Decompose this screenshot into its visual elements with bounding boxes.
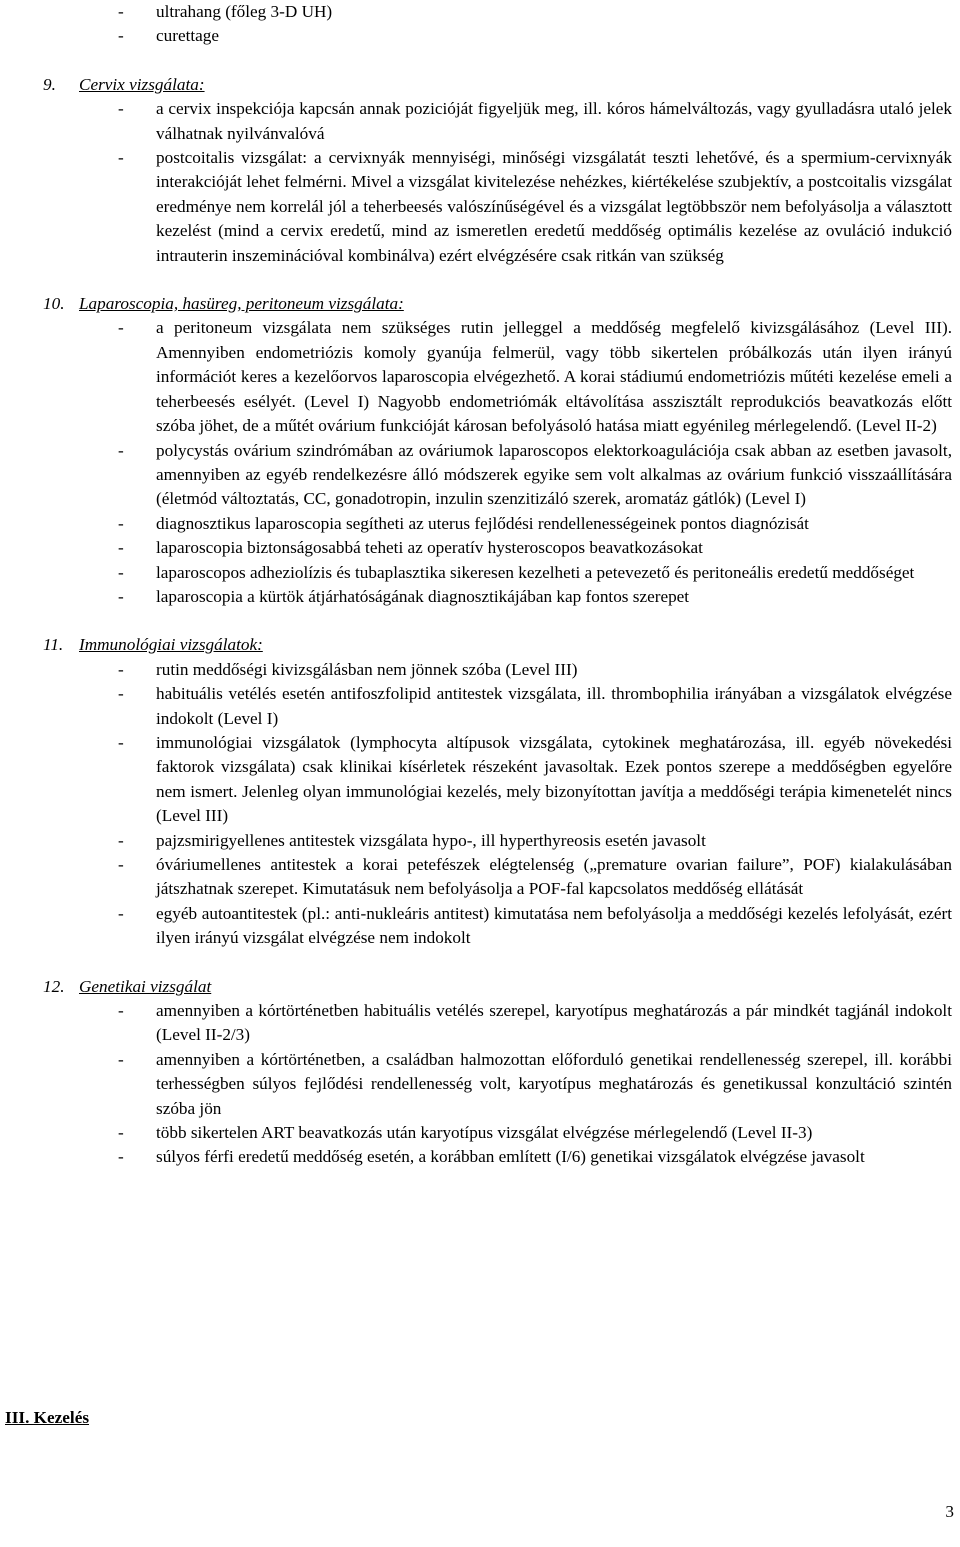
section-immunologiai [0,633,960,950]
list-item [0,658,960,682]
list-dash: - [118,26,124,46]
intro-list [0,0,960,49]
list-item-text: laparoscopia biztonságosabbá teheti az operatív hysteroscopos beavatkozásokat [156,538,703,558]
list-item-text: ultrahang (főleg 3-D UH) [156,2,333,21]
list-item [0,731,960,829]
section-title [0,292,960,316]
list-item-text: több sikertelen ART beavatkozás után karyotípus vizsgálat elvégzése mérlegelendő (Level II-3) [156,1123,813,1143]
list-dash: - [118,732,124,752]
list-item-text: rutin meddőségi kivizsgálásban nem jönnek szóba (Level III) [156,659,578,679]
section-title [0,633,960,657]
list-dash: - [118,903,124,923]
list-dash: - [118,659,124,679]
list-dash: - [118,855,124,874]
list-item [0,1121,960,1145]
list-dash: - [118,562,124,582]
list-dash: - [118,440,124,460]
section-title-text: Laparoscopia, hasüreg, peritoneum vizsgálata: [79,294,404,314]
section-title-text: Genetikai vizsgálat [79,976,212,996]
list-item-text: óváriumellenes antitestek a korai petefészek elégtelenség („premature ovarian failure”, POF) kialakulásában játszhatnak szerepet. Kimutatásuk nem befolyásolja a POF-fal kapcsolatos meddőség ellátását [156,855,952,899]
list-item-text: immunológiai vizsgálatok (lymphocyta altípusok vizsgálata, cytokinek meghatározása, ill. egyéb növekedési faktorok vizsgálata) csak klinikai kísérletek részeként javasoltak. Ezek pontos szerepe a meddőségben egyelőre nem ismert. Jelenleg olyan immunológiai kezelés, mely bizonyítottan javítja a meddőségi terápia kimenetelét nincs (Level III) [156,732,952,826]
list-dash: - [118,99,124,119]
list-item [0,999,960,1048]
list-dash: - [118,586,124,606]
list-dash: - [118,2,124,21]
list-item-text: diagnosztikus laparoscopia segítheti az uterus fejlődési rendellenességeinek pontos diagnózisát [156,513,809,533]
section-laparoscopia [0,292,960,609]
list-item [0,853,960,902]
list-item-text: a cervix inspekciója kapcsán annak pozicióját figyeljük meg, ill. kóros hámelváltozás, vagy gyulladásra utaló jelek válhatnak nyilvánvalóvá [156,99,952,143]
list-item [0,439,960,512]
list-item [0,146,960,268]
list-item [0,536,960,560]
list-dash: - [118,148,124,168]
list-item-text: curettage [156,26,219,46]
list-item [0,316,960,438]
list-dash: - [118,513,124,533]
list-dash: - [118,1123,124,1143]
list-item-text: laparoscopos adheziolízis és tubaplasztika sikeresen kezelheti a petevezető és peritoneális eredetű meddőséget [156,562,915,582]
section-list [0,316,960,609]
section-number: 11. [43,635,64,655]
part-heading: III. Kezelés [5,1408,90,1427]
section-list [0,999,960,1170]
section-list [0,97,960,268]
list-item [0,1145,960,1169]
section-title [0,73,960,97]
list-item-text: pajzsmirigyellenes antitestek vizsgálata hypo-, ill hyperthyreosis esetén javasolt [156,830,706,850]
list-item-text: egyéb autoantitestek (pl.: anti-nukleáris antitest) kimutatása nem befolyásolja a meddőségi kezelés lefolyását, ezért ilyen irányú vizsgálat elvégzése nem indokolt [156,903,952,948]
list-item [0,829,960,853]
list-item-text: polycystás ovárium szindrómában az ováriumok laparoscopos elektorkoagulációja csak abban az esetben javasolt, amennyiben az egyéb rendelkezésre álló módszerek egyike sem volt alkalmas az ovárium funkció visszaállítására (életmód változtatás, CC, gonadotropin, inzulin szenzitizáló szerek, aromatáz gátlók) (Level I) [156,440,952,509]
page-number: 3 [945,1502,954,1521]
section-title-text: Immunológiai vizsgálatok: [79,635,263,655]
list-item [0,24,960,48]
list-item [0,0,960,24]
list-item [0,97,960,146]
list-item-text: habituális vetélés esetén antifoszfolipid antitestek vizsgálata, ill. thrombophilia irányában a vizsgálatok elvégzése indokolt (Level I) [156,684,952,728]
list-item-text: laparoscopia a kürtök átjárhatóságának diagnosztikájában kap fontos szerepet [156,586,690,606]
list-dash: - [118,1001,124,1021]
section-genetikai [0,975,960,1170]
section-title-text: Cervix vizsgálata: [79,74,205,94]
section-number: 12. [43,976,65,996]
section-number: 10. [43,294,65,314]
list-item [0,512,960,536]
list-item-text: amennyiben a kórtörténetben habituális vetélés szerepel, karyotípus meghatározás a pár mindkét tagjánál indokolt (Level II-2/3) [156,1001,952,1045]
section-number: 9. [43,74,56,94]
list-item [0,682,960,731]
section-title [0,975,960,999]
list-item [0,585,960,609]
list-dash: - [118,538,124,558]
list-dash: - [118,830,124,850]
list-dash: - [118,1049,124,1069]
list-item-text: amennyiben a kórtörténetben, a családban halmozottan előforduló genetikai rendellenesség szerepel, ill. korábbi terhességben súlyos fejlődési rendellenesség volt, karyotípus meghatározás és genetikussal konzultáció szintén szóba jön [156,1049,952,1118]
list-item-text: postcoitalis vizsgálat: a cervixnyák mennyiségi, minőségi vizsgálatát teszti lehetővé, és a spermium-cervixnyák interakcióját lehet felmérni. Mivel a vizsgálat kivitelezése nehézkes, kiértékelése szubjektív, a postcoitalis vizsgálat eredménye nem korrelál jól a teherbeesés valószínűségével és a vizsgálat legtöbbször nem befolyásolja a választott kezelést (mind a cervix eredetű, mind az ismeretlen eredetű meddőség optimális kezelése az ovuláció indukció intrauterin inszeminációval kombinálva) ezért elvégzésére csak ritkán van szükség [156,148,952,265]
list-item [0,902,960,951]
list-item-text: súlyos férfi eredetű meddőség esetén, a korábban említett (I/6) genetikai vizsgálatok elvégzése javasolt [156,1147,865,1167]
list-item [0,561,960,585]
section-cervix [0,73,960,268]
list-item [0,1048,960,1121]
list-dash: - [118,684,124,704]
list-item-text: a peritoneum vizsgálata nem szükséges rutin jelleggel a meddőség megfelelő kivizsgálásához (Level III). Amennyiben endometriózis komoly gyanúja felmerül, vagy több sikertelen próbálkozás után ilyen irányú információt keres a kezelőorvos laparoscopia elvégezhető. A korai stádiumú endometriózis műtéti kezelése emeli a teherbeesés esélyét. (Level I) Nagyobb endometriómák eltávolítása asszisztált reprodukciós beavatkozás előtt szóba jöhet, de a műtét ovárium funkcióját károsan befolyásoló hatása miatt egyénileg mérlegelendő. (Level II-2) [156,318,952,436]
list-dash: - [118,1147,124,1167]
list-dash: - [118,318,124,338]
section-list [0,658,960,951]
